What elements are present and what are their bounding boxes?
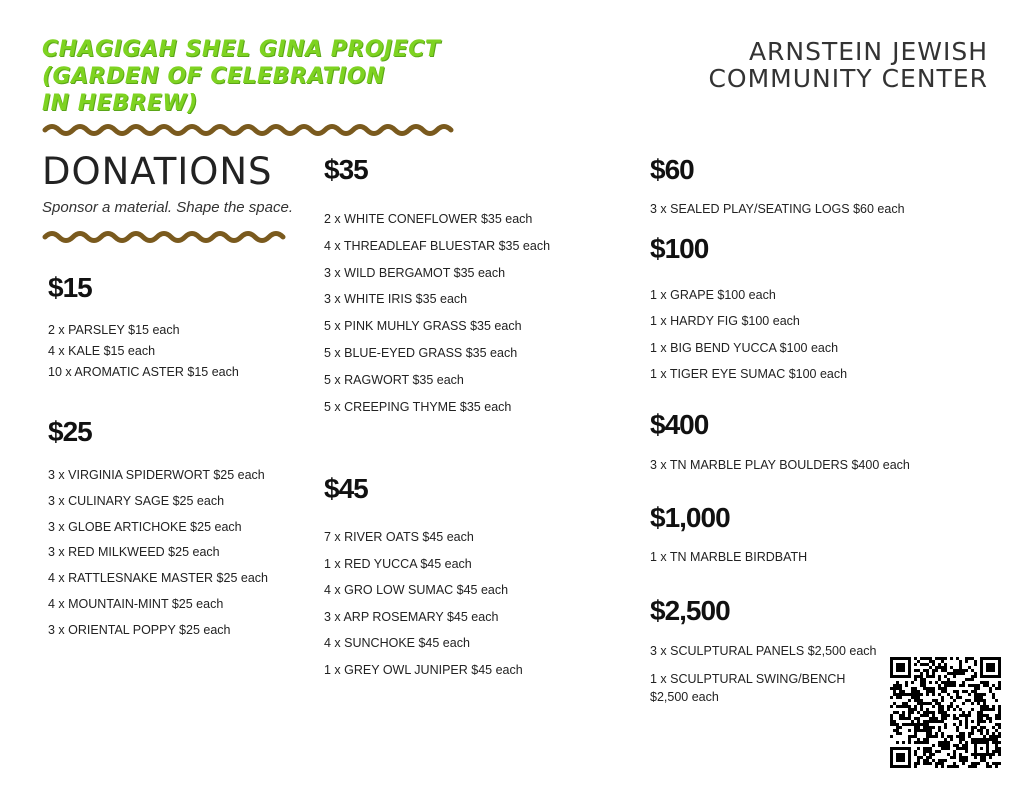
list-item: 3 x CULINARY SAGE $25 each [48, 493, 225, 508]
tier-items [48, 320, 239, 383]
list-item: 4 x KALE $15 each [48, 344, 156, 358]
donations-heading: DONATIONS [42, 150, 273, 193]
tier-items [48, 463, 268, 644]
list-item: 3 x GLOBE ARTICHOKE $25 each [48, 519, 242, 534]
list-item: 4 x MOUNTAIN-MINT $25 each [48, 596, 224, 611]
tier-price: $15 [48, 272, 92, 303]
tier-items [650, 642, 877, 706]
list-item: 4 x GRO LOW SUMAC $45 each [324, 583, 509, 598]
list-item: 1 x GREY OWL JUNIPER $45 each [324, 662, 523, 677]
tier-price: $60 [650, 154, 694, 185]
org-name-line: COMMUNITY CENTER [708, 64, 988, 93]
project-title-line: (GARDEN OF CELEBRATION [42, 64, 385, 89]
list-item: 1 x TIGER EYE SUMAC $100 each [650, 367, 848, 382]
list-item: 1 x BIG BEND YUCCA $100 each [650, 340, 839, 355]
wave-divider-bottom [42, 229, 288, 245]
tagline: Sponsor a material. Shape the space. [42, 199, 293, 216]
wave-divider-top [42, 122, 460, 138]
list-item: 10 x AROMATIC ASTER $15 each [48, 365, 239, 379]
list-item: 3 x RED MILKWEED $25 each [48, 545, 220, 560]
qr-code[interactable] [890, 657, 1001, 768]
tier-price: $400 [650, 409, 709, 440]
tier-items [650, 282, 847, 388]
list-item: 3 x TN MARBLE PLAY BOULDERS $400 each [650, 458, 910, 472]
list-item: 2 x WHITE CONEFLOWER $35 each [324, 212, 533, 226]
tier-price: $1,000 [650, 502, 730, 533]
list-item: 5 x BLUE-EYED GRASS $35 each [324, 345, 518, 360]
list-item: $2,500 each [650, 690, 719, 704]
list-item: 1 x SCULPTURAL SWING/BENCH [650, 672, 846, 686]
list-item: 1 x GRAPE $100 each [650, 288, 776, 302]
tier-price: $35 [324, 154, 368, 185]
tier-items [324, 524, 523, 684]
organization-name [708, 38, 988, 92]
project-title-line: IN HEBREW) [42, 91, 198, 116]
tier-items [650, 455, 910, 475]
tier-price: $100 [650, 233, 709, 264]
project-title [42, 36, 482, 117]
list-item: 1 x HARDY FIG $100 each [650, 314, 800, 329]
list-item: 5 x RAGWORT $35 each [324, 372, 464, 387]
list-item: 4 x SUNCHOKE $45 each [324, 636, 470, 651]
list-item: 5 x PINK MUHLY GRASS $35 each [324, 319, 522, 334]
list-item: 3 x SCULPTURAL PANELS $2,500 each [650, 644, 877, 658]
list-item: 3 x VIRGINIA SPIDERWORT $25 each [48, 468, 265, 482]
list-item: 1 x TN MARBLE BIRDBATH [650, 550, 808, 564]
list-item: 3 x ORIENTAL POPPY $25 each [48, 622, 231, 637]
list-item: 7 x RIVER OATS $45 each [324, 530, 474, 544]
list-item: 3 x ARP ROSEMARY $45 each [324, 609, 499, 624]
list-item: 5 x CREEPING THYME $35 each [324, 399, 512, 414]
project-title-line: CHAGIGAH SHEL GINA PROJECT [42, 37, 441, 62]
tier-items [650, 547, 807, 567]
list-item: 3 x WHITE IRIS $35 each [324, 292, 468, 307]
org-name-line: ARNSTEIN JEWISH [748, 37, 988, 66]
list-item: 3 x SEALED PLAY/SEATING LOGS $60 each [650, 202, 905, 216]
list-item: 4 x THREADLEAF BLUESTAR $35 each [324, 238, 551, 253]
list-item: 2 x PARSLEY $15 each [48, 323, 180, 337]
list-item: 4 x RATTLESNAKE MASTER $25 each [48, 571, 268, 586]
list-item: 3 x WILD BERGAMOT $35 each [324, 265, 506, 280]
tier-items [324, 206, 550, 420]
tier-price: $45 [324, 473, 368, 504]
tier-price: $2,500 [650, 595, 730, 626]
tier-items [650, 199, 905, 219]
tier-price: $25 [48, 416, 92, 447]
list-item: 1 x RED YUCCA $45 each [324, 556, 472, 571]
